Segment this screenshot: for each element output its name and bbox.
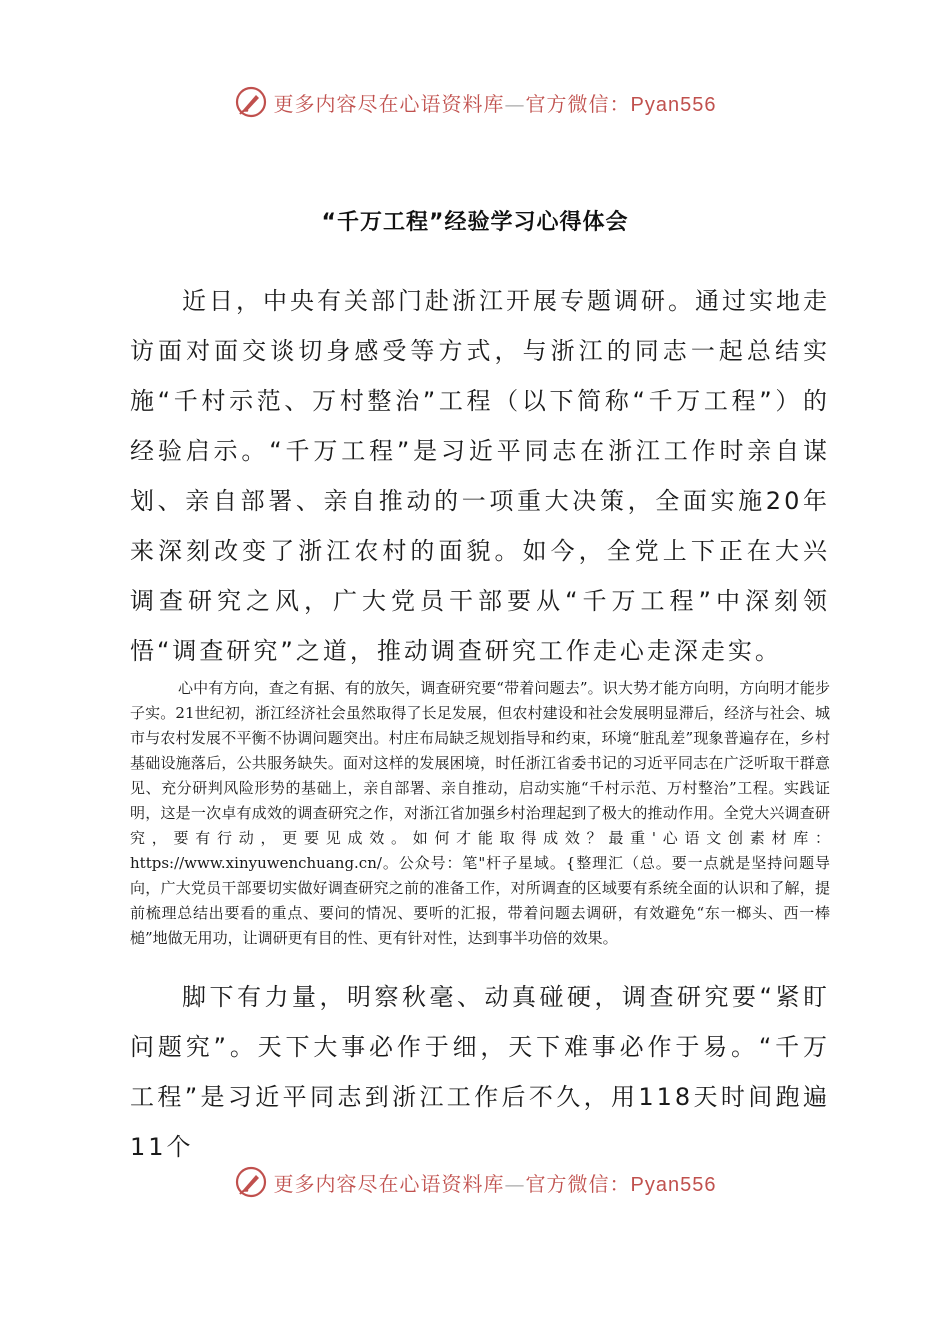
paragraph-focus-on-problems: 脚下有力量，明察秋毫、动真碰硬，调查研究要“紧盯问题究”。天下大事必作于细，天下难事必作于易。“千万工程”是习近平同志到浙江工作后不久，用118天时间跑遍11个 [130, 983, 830, 1161]
banner-wechat-text: 官方微信：Pyan556 [525, 93, 717, 116]
banner-main-text: 更多内容尽在心语资料库 [273, 91, 505, 116]
banner-wechat-text: 官方微信：Pyan556 [525, 1173, 717, 1196]
banner-main-text: 更多内容尽在心语资料库 [273, 1171, 505, 1196]
banner-text [274, 88, 717, 117]
paragraph-intro: 近日，中央有关部门赴浙江开展专题调研。通过实地走访面对面交谈切身感受等方式，与浙江的同志一起总结实施“千村示范、万村整治”工程（以下简称“千万工程”）的经验启示。“千万工程”是习近平同志在浙江工作时亲自谋划、亲自部署、亲自推动的一项重大决策，全面实施20年来深刻改变了浙江农村的面貌。如今，全党上下正在大兴调查研究之风，广大党员干部要从“千万工程”中深刻领悟“调查研究”之道，推动调查研究工作走心走深走实。 [130, 287, 830, 665]
pen-logo-icon [234, 85, 268, 119]
footer-watermark-banner [0, 1162, 950, 1202]
banner-separator: — [504, 91, 526, 116]
pen-logo-icon [234, 1165, 268, 1199]
header-watermark-banner [0, 82, 950, 122]
document-title: “千万工程”经验学习心得体会 [321, 210, 629, 235]
banner-text [274, 1168, 717, 1197]
banner-separator: — [504, 1171, 526, 1196]
paragraph-problem-oriented: 心中有方向，查之有据、有的放矢，调查研究要“带着问题去”。识大势才能方向明，方向明才能步子实。21世纪初，浙江经济社会虽然取得了长足发展，但农村建设和社会发展明显滞后，经济与社会、城市与农村发展不平衡不协调问题突出。村庄布局缺乏规划指导和约束，环境“脏乱差”现象普遍存在，乡村基础设施落后，公共服务缺失。面对这样的发展困境，时任浙江省委书记的习近平同志在广泛听取干群意见、充分研判风险形势的基础上，亲自部署、亲自推动，启动实施“千村示范、万村整治”工程。实践证明，这是一次卓有成效的调查研究之作，对浙江省加强乡村治理起到了极大的推动作用。全党大兴调查研究，要有行动，更要见成效。如何才能取得成效？最重'心语文创素材库：https://www.xinyuwenchuang.cn/。公众号：笔"杆子星域。{整理汇（总。要一点就是坚持问题导向，广大党员干部要切实做好调查研究之前的准备工作，对所调查的区域要有系统全面的认识和了解，提前梳理总结出要看的重点、要问的情况、要听的汇报，带着问题去调研，有效避免“东一榔头、西一棒槌”地做无用功，让调研更有目的性、更有针对性，达到事半功倍的效果。 [130, 679, 830, 947]
